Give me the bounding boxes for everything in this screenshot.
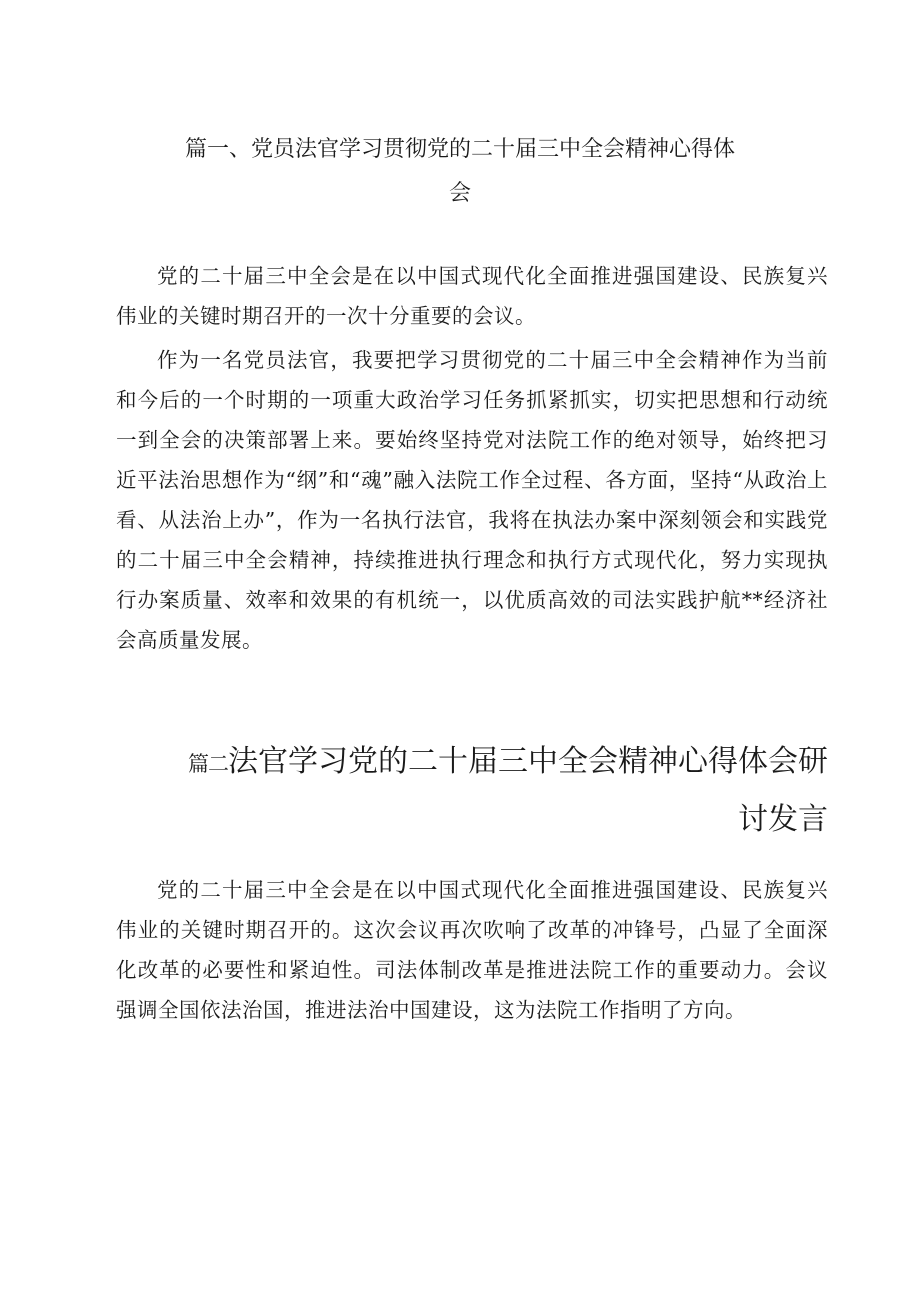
section2-title-prefix: 篇二 (188, 752, 228, 776)
section1-title-line2: 会 (448, 181, 471, 206)
section2-title-line1 (116, 734, 828, 792)
section2-title-line2: 讨发言 (738, 802, 828, 837)
section2-title (116, 734, 828, 847)
section1-paragraph-1: 党的二十届三中全会是在以中国式现代化全面推进强国建设、民族复兴伟业的关键时期召开的一次十分重要的会议。 (116, 264, 828, 328)
section1-title-line1: 篇一、党员法官学习贯彻党的二十届三中全会精神心得体 (184, 137, 735, 162)
section1-title (0, 128, 920, 216)
section2-title-rest: 法官学习党的二十届三中全会精神心得体会研 (228, 744, 828, 779)
section1-paragraph-2: 作为一名党员法官，我要把学习贯彻党的二十届三中全会精神作为当前和今后的一个时期的一项重大政治学习任务抓紧抓实，切实把思想和行动统一到全会的决策部署上来。要始终坚持党对法院工作的绝对领导，始终把习近平法治思想作为“纲”和“魂”融入法院工作全过程、各方面，坚持“从政治上看、从法治上办”，作为一名执行法官，我将在执法办案中深刻领会和实践党的二十届三中全会精神，持续推进执行理念和执行方式现代化，努力实现执行办案质量、效率和效果的有机统一，以优质高效的司法实践护航**经济社会高质量发展。 (116, 348, 828, 652)
section2-paragraph-1: 党的二十届三中全会是在以中国式现代化全面推进强国建设、民族复兴伟业的关键时期召开的。这次会议再次吹响了改革的冲锋号，凸显了全面深化改革的必要性和紧迫性。司法体制改革是推进法院工作的重要动力。会议强调全国依法治国，推进法治中国建设，这为法院工作指明了方向。 (116, 878, 828, 1022)
